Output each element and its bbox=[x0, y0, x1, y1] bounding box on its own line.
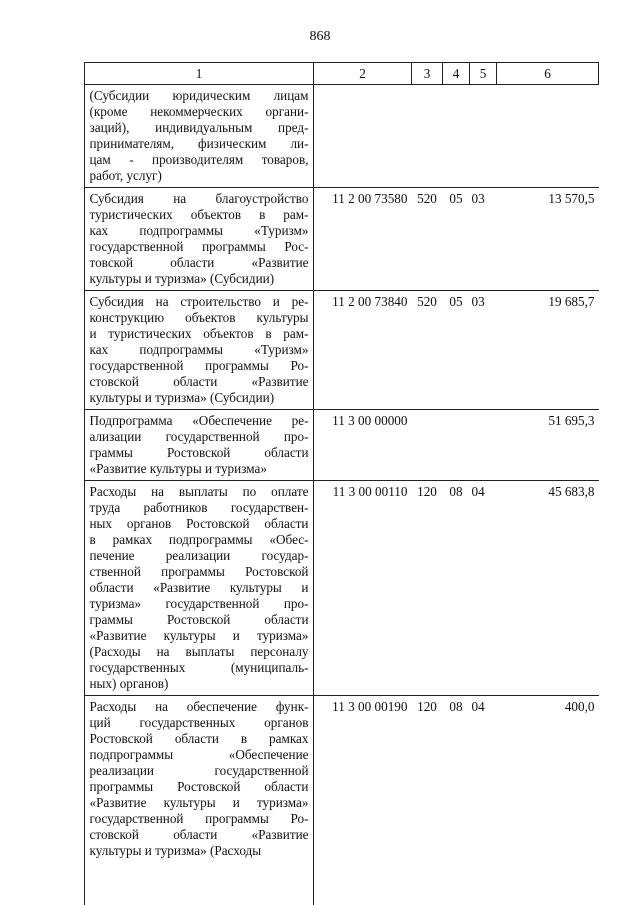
description-line: граммы Ростовской области bbox=[89, 445, 309, 460]
description-line: Субсидия на благоустройство bbox=[89, 191, 309, 206]
section-code: 05 bbox=[443, 188, 470, 291]
target-article-code: 11 2 00 73580 bbox=[314, 188, 412, 291]
expense-type-code bbox=[412, 410, 443, 481]
description-line: Расходы на выплаты по оплате bbox=[89, 484, 309, 499]
description-line: государственных (муниципаль- bbox=[89, 660, 309, 675]
column-rule bbox=[84, 83, 85, 905]
description-line: печение реализации государ- bbox=[89, 548, 309, 563]
description-line: товской области «Развитие bbox=[89, 255, 309, 270]
row-description bbox=[85, 481, 314, 696]
description-line: государственной программы Рос- bbox=[89, 239, 309, 254]
description-line: Субсидия на строительство и ре- bbox=[89, 294, 309, 309]
expense-type-code bbox=[412, 85, 443, 188]
row-description bbox=[85, 291, 314, 410]
row-description bbox=[85, 410, 314, 481]
description-line: ных органов Ростовской области bbox=[89, 516, 309, 531]
table-row bbox=[85, 696, 599, 863]
description-line: заций), индивидуальным пред- bbox=[89, 120, 309, 135]
header-col-1: 1 bbox=[85, 63, 314, 85]
description-line: программы Ростовской области bbox=[89, 779, 309, 794]
description-line: «Развитие культуры и туризма» bbox=[89, 795, 309, 810]
subsection-code bbox=[470, 85, 497, 188]
subsection-code: 04 bbox=[470, 696, 497, 863]
expense-type-code: 120 bbox=[412, 481, 443, 696]
section-code bbox=[443, 410, 470, 481]
description-line: в рамках подпрограммы «Обес- bbox=[89, 532, 309, 547]
expense-type-code: 120 bbox=[412, 696, 443, 863]
expense-type-code: 520 bbox=[412, 291, 443, 410]
amount-value: 51 695,3 bbox=[497, 410, 599, 481]
description-line: ализации государственной про- bbox=[89, 429, 309, 444]
description-line: стовской области «Развитие bbox=[89, 374, 309, 389]
table-body bbox=[85, 85, 599, 863]
header-col-4: 4 bbox=[443, 63, 470, 85]
table-row bbox=[85, 188, 599, 291]
description-line: государственной программы Ро- bbox=[89, 811, 309, 826]
description-line: стовской области «Развитие bbox=[89, 827, 309, 842]
subsection-code: 04 bbox=[470, 481, 497, 696]
target-article-code: 11 3 00 00000 bbox=[314, 410, 412, 481]
target-article-code: 11 3 00 00190 bbox=[314, 696, 412, 863]
description-line: ственной программы Ростовской bbox=[89, 564, 309, 579]
subsection-code bbox=[470, 410, 497, 481]
description-line: государственной программы Ро- bbox=[89, 358, 309, 373]
description-line: туризма» государственной про- bbox=[89, 596, 309, 611]
description-line: ках подпрограммы «Туризм» bbox=[89, 223, 309, 238]
target-article-code: 11 3 00 00110 bbox=[314, 481, 412, 696]
description-line: реализации государственной bbox=[89, 763, 309, 778]
expense-type-code: 520 bbox=[412, 188, 443, 291]
description-line: (Расходы на выплаты персоналу bbox=[89, 644, 309, 659]
description-line: ках подпрограммы «Туризм» bbox=[89, 342, 309, 357]
description-line: «Развитие культуры и туризма» bbox=[89, 628, 309, 643]
row-description bbox=[85, 85, 314, 188]
header-col-6: 6 bbox=[497, 63, 599, 85]
subsection-code: 03 bbox=[470, 188, 497, 291]
amount-value bbox=[497, 85, 599, 188]
description-line: ций государственных органов bbox=[89, 715, 309, 730]
header-col-2: 2 bbox=[314, 63, 412, 85]
row-description bbox=[85, 696, 314, 863]
section-code: 08 bbox=[443, 481, 470, 696]
section-code bbox=[443, 85, 470, 188]
description-line: культуры и туризма» (Расходы bbox=[89, 843, 262, 858]
amount-value: 19 685,7 bbox=[497, 291, 599, 410]
description-line: цам - производителям товаров, bbox=[89, 152, 309, 167]
description-line: культуры и туризма» (Субсидии) bbox=[89, 271, 275, 286]
header-col-5: 5 bbox=[470, 63, 497, 85]
description-line: (Субсидии юридическим лицам bbox=[89, 88, 309, 103]
table-row bbox=[85, 291, 599, 410]
description-line: работ, услуг) bbox=[89, 168, 162, 183]
description-line: и туристических объектов в рам- bbox=[89, 326, 309, 341]
header-col-3: 3 bbox=[412, 63, 443, 85]
description-line: «Развитие культуры и туризма» bbox=[89, 461, 267, 476]
target-article-code: 11 2 00 73840 bbox=[314, 291, 412, 410]
amount-value: 13 570,5 bbox=[497, 188, 599, 291]
page-number: 868 bbox=[309, 29, 331, 44]
row-description bbox=[85, 188, 314, 291]
section-code: 08 bbox=[443, 696, 470, 863]
amount-value: 45 683,8 bbox=[497, 481, 599, 696]
section-code: 05 bbox=[443, 291, 470, 410]
description-line: Ростовской области в рамках bbox=[89, 731, 309, 746]
description-line: ных) органов) bbox=[89, 676, 169, 691]
target-article-code bbox=[314, 85, 412, 188]
amount-value: 400,0 bbox=[497, 696, 599, 863]
table-row bbox=[85, 85, 599, 188]
description-line: культуры и туризма» (Субсидии) bbox=[89, 390, 275, 405]
description-line: труда работников государствен- bbox=[89, 500, 309, 515]
description-line: туристических объектов в рам- bbox=[89, 207, 309, 222]
description-line: Подпрограмма «Обеспечение ре- bbox=[89, 413, 309, 428]
table-row bbox=[85, 410, 599, 481]
column-rule bbox=[313, 83, 314, 905]
description-line: подпрограммы «Обеспечение bbox=[89, 747, 309, 762]
table-row bbox=[85, 481, 599, 696]
description-line: области «Развитие культуры и bbox=[89, 580, 309, 595]
budget-table bbox=[84, 62, 599, 862]
subsection-code: 03 bbox=[470, 291, 497, 410]
description-line: конструкцию объектов культуры bbox=[89, 310, 309, 325]
description-line: граммы Ростовской области bbox=[89, 612, 309, 627]
description-line: принимателям, физическим ли- bbox=[89, 136, 309, 151]
description-line: (кроме некоммерческих органи- bbox=[89, 104, 309, 119]
description-line: Расходы на обеспечение функ- bbox=[89, 699, 309, 714]
table-header-row bbox=[85, 63, 599, 85]
